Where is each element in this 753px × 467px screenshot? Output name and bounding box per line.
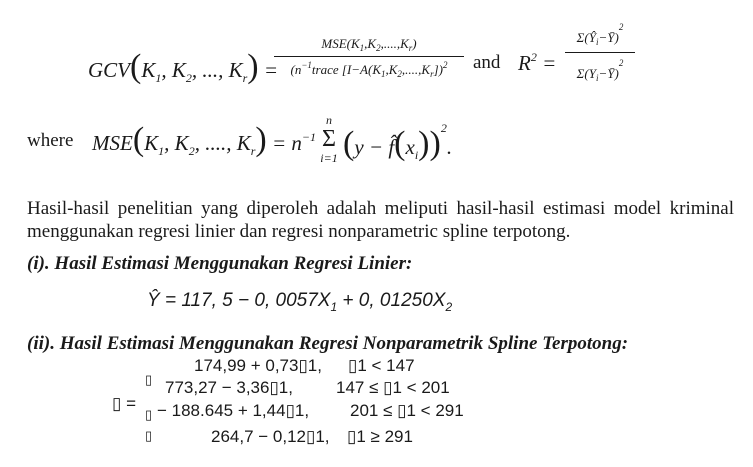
case-3-cond: 201 ≤ ▯1 < 291 — [350, 401, 464, 420]
case-4-expr: 264,7 − 0,12▯1, — [211, 427, 330, 446]
mse-expression: $MSE(K_1$, $K_2$, ...., $K_r) = n^{-1}$ — [92, 121, 316, 158]
case-1-cond: ▯1 < 147 — [348, 356, 415, 375]
brace-top: ▯ — [145, 372, 153, 387]
gcv-fraction-bar — [274, 56, 464, 57]
case-4-cond: ▯1 ≥ 291 — [347, 427, 413, 446]
r2-lhs: $R^2$ = — [518, 50, 557, 75]
section1-heading: (i). Hasil Estimasi Menggunakan Regresi Linier: — [27, 253, 413, 274]
gcv-numerator: $MSE(K_1,K_2,....,K_r)$ — [321, 36, 417, 53]
r2-numerator: $\Sigma(Ŷ_i-Ȳ)^2$ — [576, 22, 624, 47]
gcv-fraction — [274, 36, 464, 79]
brace-middle: ▯ — [145, 407, 153, 422]
r2-fraction — [565, 22, 635, 83]
section1-equation: Ŷ = 117, 5 − 0, $0057X_1 + 0$, $01250X_2$ — [147, 290, 453, 314]
gcv-lhs: $GCV(K_1$, $K_2$, ..., $K_r$) = — [88, 48, 279, 85]
r2-fraction-bar — [565, 52, 635, 53]
case-2-expr: 773,27 − 3,36▯1, — [165, 378, 293, 397]
mse-sum: n Σ i=1 — [320, 113, 338, 165]
piecewise-lhs: ▯ = — [112, 394, 137, 413]
mse-lead: where — [27, 130, 74, 151]
section2-heading: (ii). Hasil Estimasi Menggunakan Regresi Nonparametrik Spline Terpotong: — [27, 333, 629, 354]
intro-paragraph: Hasil-hasil penelitian yang diperoleh adalah meliputi hasil-hasil estimasi model kriminal menggunakan regresi linier dan regresi nonparametric spline terpotong. — [27, 198, 734, 242]
case-1-expr: 174,99 + 0,73▯1, — [194, 356, 322, 375]
r2-denominator: $\Sigma(Y_i-Ȳ)^2$ — [576, 58, 624, 83]
gcv-conjunction: and — [473, 52, 501, 73]
brace-bottom: ▯ — [145, 428, 153, 443]
mse-residual: $(y - f̂(x_i))^2$. — [343, 121, 453, 162]
case-3-expr: − 188.645 + 1,44▯1, — [157, 401, 310, 420]
case-2-cond: 147 ≤ ▯1 < 201 — [336, 378, 450, 397]
gcv-denominator: ($n^{-1}trace$ $[I-A(K_1,K_2,....,K_r])^2$ — [290, 60, 448, 79]
